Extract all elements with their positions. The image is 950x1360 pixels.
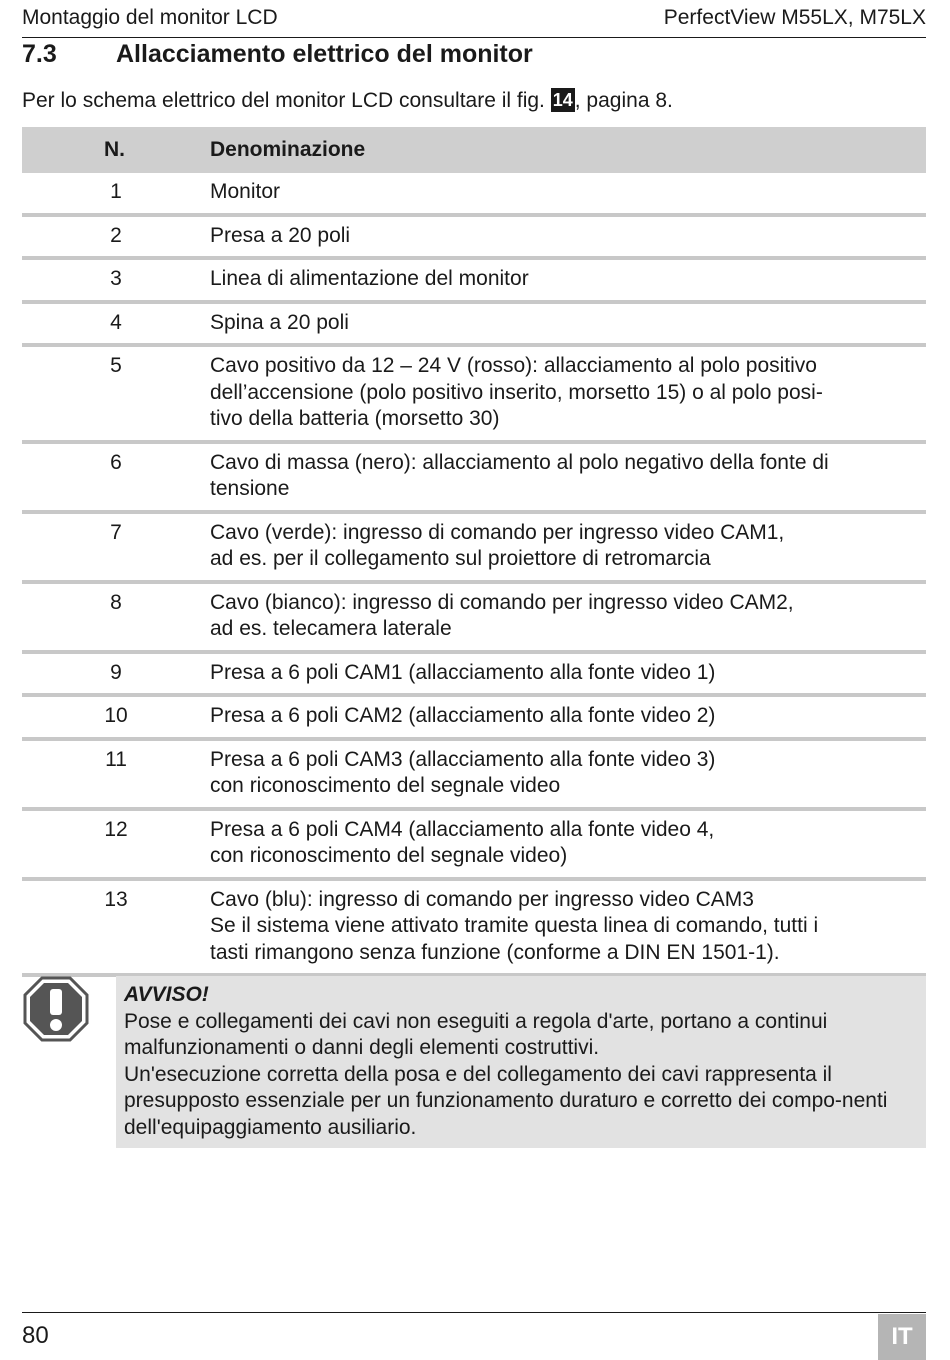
row-description: Cavo (bianco): ingresso di comando per ingresso video CAM2, ad es. telecamera laterale [210,590,794,640]
row-description: Monitor [210,180,281,203]
row-number: 8 [110,590,122,614]
row-number: 3 [110,267,122,290]
footer-divider [22,1312,926,1313]
running-header-section: Montaggio del monitor LCD [22,6,278,29]
table-row [22,654,926,698]
exclamation-octagon-icon [22,975,90,1043]
table-row [22,173,926,217]
table-row [22,697,926,741]
column-header-number: N. [104,138,125,161]
row-number: 11 [105,747,127,771]
warning-notice [116,976,926,1148]
table-row [22,304,926,348]
table-row [22,811,926,881]
page-number: 80 [22,1322,49,1349]
row-number: 7 [110,520,122,544]
table-row [22,444,926,514]
row-number: 9 [110,660,122,684]
row-number: 13 [104,887,128,911]
row-description: Cavo positivo da 12 – 24 V (rosso): allacciamento al polo positivo dell’accensione (polo positivo inserito, morsetto 15) o al polo posi- tivo della batteria (morsetto 30) [210,354,823,430]
column-header-description: Denominazione [210,138,366,161]
language-badge: IT [878,1314,926,1360]
row-description: Presa a 6 poli CAM2 (allacciamento alla fonte video 2) [210,704,716,727]
intro-paragraph [22,88,673,113]
section-title: Allacciamento elettrico del monitor [116,40,533,68]
row-description: Presa a 20 poli [210,223,351,247]
table-row [22,584,926,654]
row-description: Presa a 6 poli CAM3 (allacciamento alla fonte video 3) con riconoscimento del segnale video [210,747,716,797]
table-row [22,260,926,304]
row-number: 1 [110,180,122,203]
row-description: Spina a 20 poli [210,310,349,334]
wiring-legend-table [22,127,926,977]
table-row [22,881,926,978]
warning-paragraph-1: Pose e collegamenti dei cavi non eseguiti a regola d'arte, portano a continui malfunzionamenti o danni degli elementi costruttivi. [124,1009,828,1059]
table-row [22,741,926,811]
figure-reference-badge: 14 [552,90,573,110]
row-description: Cavo (blu): ingresso di comando per ingresso video CAM3 Se il sistema viene attivato tramite questa linea di comando, tutti i tasti rimangono senza funzione (conforme a DIN EN 1501-1). [210,887,819,964]
row-number: 12 [104,817,128,841]
table-row [22,217,926,261]
intro-text-before: Per lo schema elettrico del monitor LCD consultare il fig. [22,89,551,112]
table-row [22,347,926,444]
warning-paragraph-2: Un'esecuzione corretta della posa e del collegamento dei cavi rappresenta il presupposto essenziale per un funzionamento duraturo e corretto dei compo-nenti dell'equipaggiamento ausiliario. [124,1062,888,1139]
row-number: 6 [110,450,122,474]
row-description: Presa a 6 poli CAM1 (allacciamento alla fonte video 1) [210,660,716,684]
row-number: 4 [110,310,122,334]
row-description: Linea di alimentazione del monitor [210,267,529,290]
row-description: Cavo (verde): ingresso di comando per ingresso video CAM1, ad es. per il collegamento sul proiettore di retromarcia [210,520,785,570]
row-number: 10 [104,704,128,727]
warning-title: AVVISO! [124,983,209,1006]
table-row [22,514,926,584]
row-number: 5 [110,354,122,377]
row-number: 2 [110,223,122,247]
section-number: 7.3 [22,40,57,68]
table-header-row [22,127,926,173]
header-divider [22,37,926,38]
row-description: Cavo di massa (nero): allacciamento al polo negativo della fonte di tensione [210,450,829,500]
running-header-product: PerfectView M55LX, M75LX [663,6,926,29]
intro-text-after: , pagina 8. [574,89,673,112]
section-heading [22,40,533,69]
row-description: Presa a 6 poli CAM4 (allacciamento alla fonte video 4, con riconoscimento del segnale video) [210,817,715,867]
